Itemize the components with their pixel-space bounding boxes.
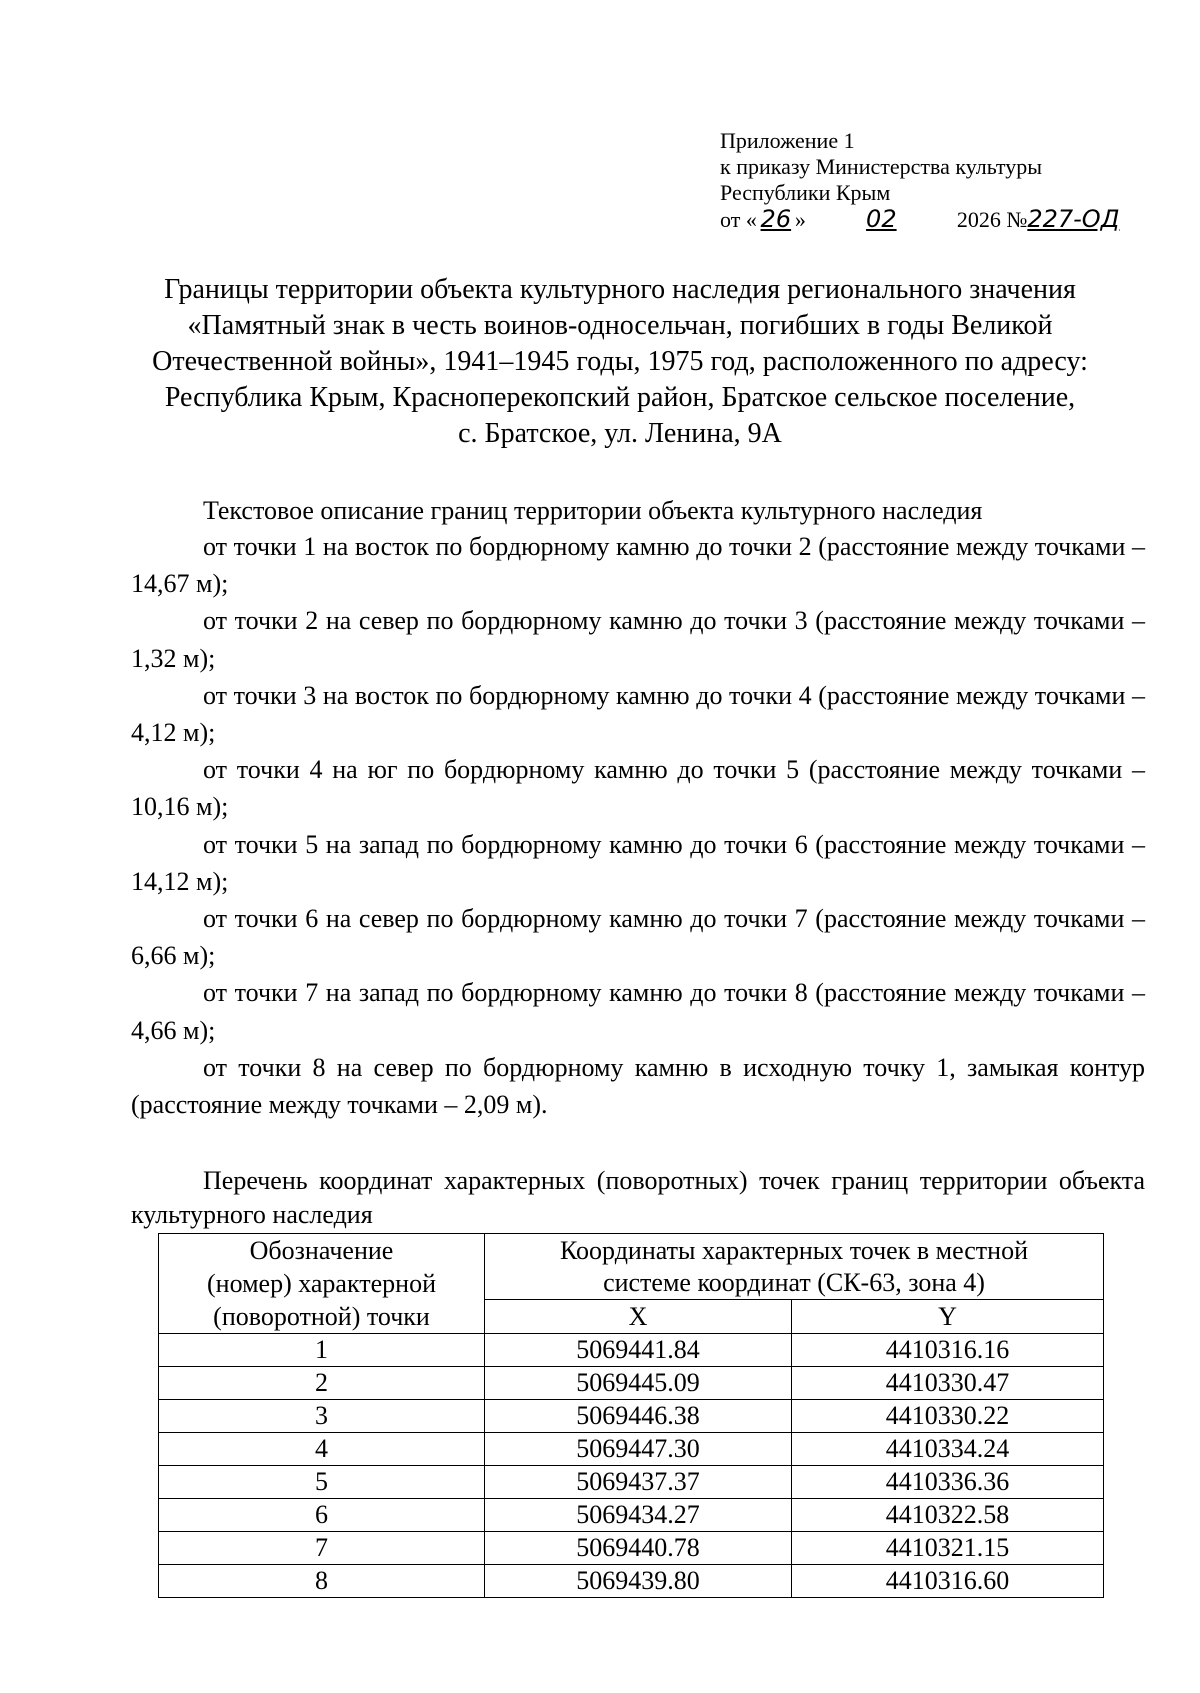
- appendix-republic: Республики Крым: [720, 180, 891, 205]
- boundary-description: [131, 528, 1145, 1123]
- boundary-segment: от точки 4 на юг по бордюрному камню до точки 5 (расстояние между точками – 10,16 м);: [131, 755, 1145, 822]
- document-title: [140, 272, 1100, 452]
- table-row: [159, 1532, 1104, 1565]
- boundary-segment: от точки 5 на запад по бордюрному камню до точки 6 (расстояние между точками – 14,12 м);: [131, 829, 1145, 896]
- boundary-segment: от точки 3 на восток по бордюрному камню до точки 4 (расстояние между точками – 4,12 м);: [131, 680, 1145, 748]
- point-number: 5: [159, 1466, 485, 1499]
- designation-header-line: (номер) характерной: [207, 1269, 436, 1298]
- x-value: 5069446.38: [485, 1400, 792, 1433]
- table-row: [159, 1367, 1104, 1400]
- point-number: 3: [159, 1400, 485, 1433]
- x-value: 5069434.27: [485, 1499, 792, 1532]
- description-heading: Текстовое описание границ территории объекта культурного наследия: [203, 496, 983, 525]
- coordinates-header-line: системе координат (СК-63, зона 4): [603, 1267, 985, 1297]
- y-value: 4410330.22: [792, 1400, 1104, 1433]
- y-value: 4410322.58: [792, 1499, 1104, 1532]
- point-number: 6: [159, 1499, 485, 1532]
- table-row: [159, 1499, 1104, 1532]
- table-row: [159, 1400, 1104, 1433]
- title-line-3: Отечественной войны», 1941–1945 годы, 1975 год, расположенного по адресу:: [152, 346, 1088, 377]
- table-row: [159, 1466, 1104, 1499]
- x-value: 5069440.78: [485, 1532, 792, 1565]
- title-line-5: с. Братское, ул. Ленина, 9А: [458, 418, 782, 449]
- order-number: 227-ОД: [1027, 205, 1120, 233]
- y-header: Y: [792, 1300, 1104, 1334]
- point-number: 1: [159, 1334, 485, 1367]
- appendix-order-ref: к приказу Министерства культуры: [720, 154, 1043, 179]
- boundary-segment: от точки 2 на север по бордюрному камню до точки 3 (расстояние между точками – 1,32 м);: [131, 606, 1145, 673]
- designation-header: [159, 1234, 485, 1334]
- coordinates-header: [485, 1234, 1104, 1300]
- boundary-segment: от точки 1 на восток по бордюрному камню до точки 2 (расстояние между точками – 14,67 м);: [131, 532, 1145, 599]
- y-value: 4410336.36: [792, 1466, 1104, 1499]
- table-row: [159, 1334, 1104, 1367]
- point-number: 4: [159, 1433, 485, 1466]
- table-row: [159, 1433, 1104, 1466]
- y-value: 4410316.60: [792, 1565, 1104, 1598]
- title-line-2: «Памятный знак в честь воинов-односельчан, погибших в годы Великой: [187, 310, 1053, 341]
- date-day: 26: [760, 205, 792, 233]
- y-value: 4410334.24: [792, 1433, 1104, 1466]
- coordinates-list-heading: Перечень координат характерных (поворотных) точек границ территории объекта культурного наследия: [131, 1166, 1145, 1229]
- boundary-segment: от точки 8 на север по бордюрному камню в исходную точку 1, замыкая контур (расстояние между точками – 2,09 м).: [131, 1052, 1145, 1120]
- x-value: 5069441.84: [485, 1334, 792, 1367]
- x-value: 5069439.80: [485, 1565, 792, 1598]
- date-year: 2026 №: [956, 207, 1028, 232]
- boundary-segment: от точки 7 на запад по бордюрному камню до точки 8 (расстояние между точками – 4,66 м);: [131, 978, 1145, 1045]
- y-value: 4410330.47: [792, 1367, 1104, 1400]
- boundary-segment: от точки 6 на север по бордюрному камню до точки 7 (расстояние между точками – 6,66 м);: [131, 904, 1145, 971]
- date-mid: »: [794, 207, 806, 232]
- title-line-4: Республика Крым, Красноперекопский район, Братское сельское поселение,: [164, 382, 1076, 413]
- x-header: X: [485, 1300, 792, 1334]
- point-number: 2: [159, 1367, 485, 1400]
- designation-header-line: Обозначение: [249, 1236, 394, 1265]
- designation-header-line: (поворотной) точки: [213, 1302, 430, 1331]
- x-value: 5069447.30: [485, 1433, 792, 1466]
- x-value: 5069437.37: [485, 1466, 792, 1499]
- y-value: 4410321.15: [792, 1532, 1104, 1565]
- coordinates-table: [158, 1233, 1104, 1598]
- point-number: 7: [159, 1532, 485, 1565]
- point-number: 8: [159, 1565, 485, 1598]
- x-value: 5069445.09: [485, 1367, 792, 1400]
- title-line-1: Границы территории объекта культурного наследия регионального значения: [164, 274, 1076, 305]
- date-month: 02: [866, 205, 897, 233]
- coordinates-header-line: Координаты характерных точек в местной: [559, 1235, 1028, 1265]
- date-prefix: от «: [720, 207, 757, 232]
- y-value: 4410316.16: [792, 1334, 1104, 1367]
- appendix-header: [720, 128, 1180, 233]
- appendix-label: Приложение 1: [720, 128, 855, 153]
- appendix-date-line: [720, 206, 1180, 233]
- table-row: [159, 1565, 1104, 1598]
